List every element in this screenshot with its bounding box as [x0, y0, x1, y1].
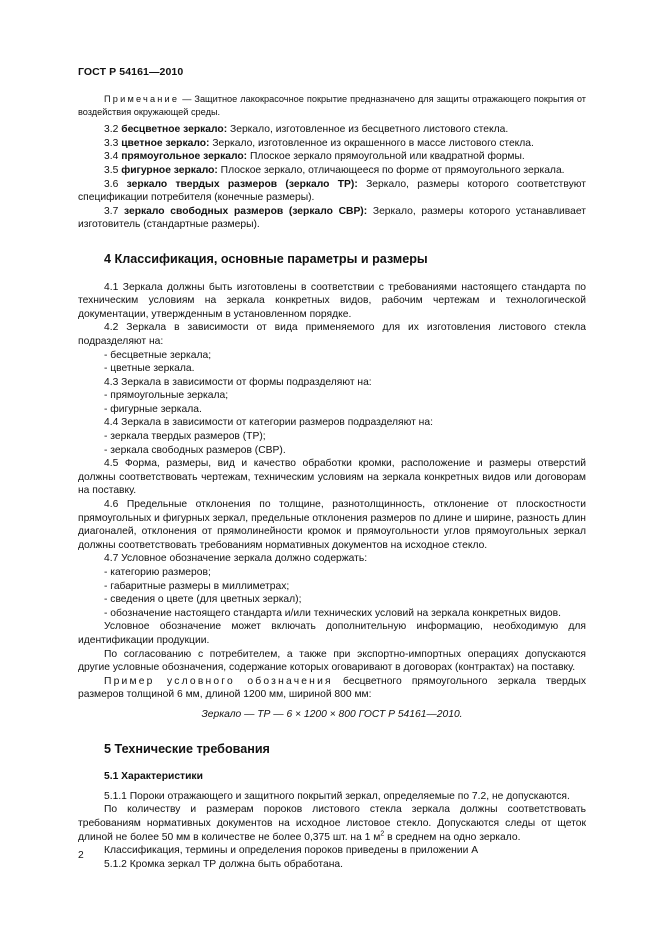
paragraph-4-7: 4.7 Условное обозначение зеркала должно содержать:: [104, 553, 368, 565]
example-label: Пример условного обозначения: [104, 675, 333, 687]
note-label: Примечание: [104, 94, 180, 104]
designation-formula: Зеркало — ТР — 6 × 1200 × 800 ГОСТ Р 54161—2010.: [201, 708, 463, 720]
definition-3-5: [78, 164, 586, 178]
definition-term: прямоугольное зеркало:: [121, 151, 248, 163]
list-item: - зеркала твердых размеров (ТР);: [104, 431, 266, 443]
definition-term: фигурное зеркало:: [121, 164, 218, 176]
page-number: 2: [78, 850, 84, 861]
paragraph-4-2: 4.2 Зеркала в зависимости от вида применяемого для их изготовления листового стекла подразделяют на:: [78, 322, 586, 347]
paragraph-defects: [78, 803, 586, 844]
page-content: [78, 93, 586, 871]
paragraph-5-1-2: 5.1.2 Кромка зеркал ТР должна быть обработана.: [104, 858, 344, 870]
paragraph-4-4: 4.4 Зеркала в зависимости от категории размеров подразделяют на:: [104, 417, 433, 429]
definition-text: Плоское зеркало, отличающееся по форме от прямоугольного зеркала.: [217, 164, 565, 176]
list-item: - категорию размеров;: [104, 567, 211, 578]
definition-term: зеркало свободных размеров (зеркало СВР):: [124, 205, 368, 217]
definition-3-7: [78, 205, 586, 232]
section-4-title: 4 Классификация, основные параметры и размеры: [104, 251, 428, 266]
definition-text: Зеркало, изготовленное из окрашенного в массе листового стекла.: [209, 137, 534, 149]
definition-num: 3.7: [104, 205, 119, 217]
note-text: — Защитное лакокрасочное покрытие предназначено для защиты отражающего покрытия от воздействия окружающей среды.: [78, 94, 586, 117]
list-item: - прямоугольные зеркала;: [104, 390, 229, 402]
definition-3-4: [78, 150, 586, 164]
paragraph-example: [78, 675, 586, 702]
definition-3-3: [78, 137, 586, 151]
list-item: - зеркала свободных размеров (СВР).: [104, 444, 286, 456]
paragraph-agreement: По согласованию с потребителем, а также при экспортно-импортных операциях допускаются другие условные обозначения, содержание которых оговаривают в договорах (контрактах) на поставку.: [78, 648, 586, 674]
list-item: - сведения о цвете (для цветных зеркал);: [104, 594, 302, 606]
definition-3-2: [78, 123, 586, 137]
definition-num: 3.3: [104, 137, 119, 149]
list-item: - бесцветные зеркала;: [104, 349, 212, 361]
definition-text: Зеркало, размеры которого устанавливает изготовитель (стандартные размеры).: [78, 205, 586, 231]
definition-text: Зеркало, размеры которого соответствуют спецификации потребителя (конечные размеры).: [78, 178, 586, 204]
paragraph-4-3: 4.3 Зеркала в зависимости от формы подразделяют на:: [104, 376, 372, 388]
definition-num: 3.4: [104, 151, 119, 163]
paragraph-4-1: 4.1 Зеркала должны быть изготовлены в соответствии с требованиями настоящего стандарта по техническим условиям на зеркала конкретных видов, рабочим чертежам и технологической документации, утвержденным в установленном порядке.: [78, 281, 586, 320]
definition-num: 3.6: [104, 178, 119, 190]
definition-text: Плоское зеркало прямоугольной или квадратной формы.: [247, 151, 525, 163]
definition-text: Зеркало, изготовленное из бесцветного листового стекла.: [227, 124, 509, 136]
list-item: - цветные зеркала.: [104, 363, 195, 375]
section-5-title: 5 Технические требования: [104, 741, 270, 756]
paragraph-designation: Условное обозначение может включать дополнительную информацию, необходимую для идентификации продукции.: [78, 621, 586, 646]
note-paragraph: [78, 93, 586, 118]
defects-text-end: в среднем на одно зеркало.: [384, 831, 521, 843]
definition-term: цветное зеркало:: [121, 137, 210, 149]
definition-term: бесцветное зеркало:: [121, 124, 228, 136]
standard-header: ГОСТ Р 54161—2010: [78, 66, 184, 78]
definition-num: 3.5: [104, 164, 119, 176]
superscript: 2: [380, 830, 385, 838]
paragraph-classification: Классификация, термины и определения пороков приведены в приложении А: [104, 845, 479, 857]
subsection-5-1-title: 5.1 Характеристики: [104, 771, 203, 783]
definition-3-6: [78, 178, 586, 205]
paragraph-5-1-1: 5.1.1 Пороки отражающего и защитного покрытий зеркал, определяемые по 7.2, не допускаются.: [104, 790, 570, 802]
definition-num: 3.2: [104, 124, 119, 136]
defects-text: По количеству и размерам пороков листового стекла зеркала должны соответствовать требованиям нормативных документов на исходное листовое стекло. Допускаются следы от щеток длиной не более 50 мм в количестве не более 0,375 шт. на 1 м: [78, 804, 586, 843]
list-item: - фигурные зеркала.: [104, 403, 202, 415]
example-text: бесцветного прямоугольного зеркала твердых размеров толщиной 6 мм, длиной 1200 мм, шириной 800 мм:: [78, 675, 586, 701]
list-item: - габаритные размеры в миллиметрах;: [104, 580, 290, 592]
paragraph-4-6: 4.6 Предельные отклонения по толщине, разнотолщинность, отклонение от плоскостности прямоугольных и фигурных зеркал, предельные отклонения размеров по длине и ширине, разность длин диагоналей, отклонения от прямолинейности кромок и прямоугольности углов прямоугольных зеркал должны соответствовать требованиям нормативных документов на исходное стекло.: [78, 499, 586, 551]
definition-term: зеркало твердых размеров (зеркало ТР):: [126, 178, 358, 190]
paragraph-4-5: 4.5 Форма, размеры, вид и качество обработки кромки, расположение и размеры отверстий должны соответствовать чертежам, техническим условиям на зеркала конкретных видов или договорам на поставку.: [78, 458, 586, 497]
list-item: - обозначение настоящего стандарта и/или технических условий на зеркала конкретных видов.: [104, 607, 561, 619]
